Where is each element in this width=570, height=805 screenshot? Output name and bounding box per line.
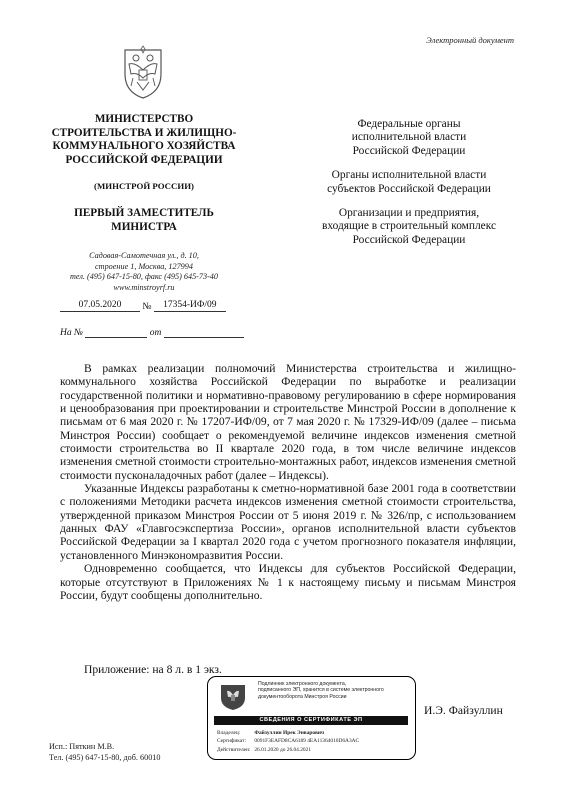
ministry-name bbox=[20, 113, 268, 167]
registration-number-prefix: № bbox=[142, 302, 152, 312]
sender-position bbox=[20, 207, 268, 234]
executor-phone: Тел. (495) 647-15-80, доб. 60010 bbox=[49, 753, 161, 762]
address-line: Садовая-Самотечная ул., д. 10, bbox=[89, 251, 199, 260]
reply-date-blank bbox=[164, 326, 244, 338]
sender-position-line: ПЕРВЫЙ ЗАМЕСТИТЕЛЬ bbox=[74, 207, 214, 219]
executor-name: Исп.: Пяткин М.В. bbox=[49, 742, 115, 751]
ministry-name-line: МИНИСТЕРСТВО bbox=[94, 113, 194, 125]
address-line: www.minstroyrf.ru bbox=[113, 282, 175, 292]
addressee-line: Российской Федерации bbox=[352, 233, 466, 246]
address-line: тел. (495) 647-15-80, факс (495) 645-73-40 bbox=[70, 272, 218, 281]
ministry-name-line: СТРОИТЕЛЬСТВА И ЖИЛИЩНО- bbox=[51, 126, 237, 139]
certificate-band-title: СВЕДЕНИЯ О СЕРТИФИКАТЕ ЭП bbox=[214, 716, 408, 725]
sender-address bbox=[20, 251, 268, 293]
addressees bbox=[296, 118, 522, 258]
owner-label: Владелец: bbox=[217, 730, 241, 736]
signature-caption-line: подписанного ЭП, хранится в системе электронного bbox=[258, 687, 384, 694]
executor-info bbox=[49, 741, 160, 763]
signer-name: И.Э. Файзуллин bbox=[424, 704, 503, 717]
electronic-signature-stamp bbox=[207, 676, 416, 760]
owner-value: Файзуллин Ирек Энварович bbox=[254, 730, 325, 736]
signature-caption-line: документооборота Минстроя России bbox=[258, 693, 347, 700]
certificate-details bbox=[217, 729, 411, 754]
ministry-short-name: (МИНСТРОЙ РОССИИ) bbox=[94, 181, 194, 191]
reply-number-blank bbox=[85, 326, 147, 338]
addressee-line: субъектов Российской Федерации bbox=[327, 182, 491, 195]
registration-date: 07.05.2020 bbox=[60, 300, 140, 312]
cert-label: Сертификат: bbox=[217, 738, 246, 745]
certificate-serial-row bbox=[217, 737, 411, 745]
signature-caption-line: Подлинник электронного документа, bbox=[258, 681, 347, 687]
reply-reference-line bbox=[60, 326, 244, 338]
addressee-line: Российской Федерации bbox=[352, 144, 466, 157]
cert-value: 0091F3EAFD8CA6189 4EA11364010D6A3AC bbox=[254, 738, 360, 745]
attachment-note: Приложение: на 8 л. в 1 экз. bbox=[84, 663, 222, 676]
reply-from-label: от bbox=[149, 328, 162, 338]
addressee-line: Организации и предприятия, bbox=[338, 207, 480, 220]
letter-body bbox=[60, 362, 516, 602]
address-line: строение 1, Москва, 127994 bbox=[95, 261, 193, 271]
addressee-line: Органы исполнительной власти bbox=[331, 169, 487, 182]
sender-position-line: МИНИСТРА bbox=[111, 220, 177, 233]
body-paragraph: Одновременно сообщается, что Индексы для субъектов Российской Федерации, которые отсутствуют в Приложениях № 1 к настоящему письму и письмам Минстроя России, будут сообщены дополнительно. bbox=[60, 562, 516, 602]
reply-on-label: На № bbox=[60, 328, 83, 338]
addressee-line: Федеральные органы bbox=[357, 118, 461, 130]
electronic-document-note: Электронный документ bbox=[426, 35, 514, 45]
valid-label: Действителен: bbox=[217, 746, 251, 753]
addressee-line: исполнительной власти bbox=[351, 131, 467, 144]
body-paragraph: Указанные Индексы разработаны к сметно-нормативной базе 2001 года в соответствии с положениями Методики расчета индексов изменения сметной стоимости строительства, утвержденной приказом Минстроя России от 5 июня 2019 г. № 326/пр, с использованием данных ФАУ «Главгосэкспертиза России», органов исполнительной власти субъектов Российской Федерации за I квартал 2020 года с учетом прогнозного показателя инфляции, установленного Минэкономразвития России. bbox=[60, 482, 516, 562]
registration-line bbox=[60, 300, 226, 312]
addressee-group bbox=[296, 169, 522, 196]
addressee-line: входящие в строительный комплекс bbox=[321, 220, 497, 233]
certificate-validity-row bbox=[217, 746, 411, 754]
coat-of-arms-emblem-icon bbox=[121, 44, 165, 100]
addressee-group bbox=[296, 118, 522, 158]
body-paragraph: В рамках реализации полномочий Министерства строительства и жилищно-коммунального хозяйства Российской Федерации по выработке и реализации государственной политики и нормативно-правовому регулированию в сфере нормирования и ценообразования при проектировании и строительстве Минстрой России в дополнение к письмам от 6 мая 2020 г. № 17207-ИФ/09, от 7 мая 2020 г. № 17329-ИФ/09 (далее – письма Минстроя России) сообщает о рекомендуемой величине индексов изменения сметной стоимости строительства во II квартале 2020 года, в том числе величине индексов изменения сметной стоимости строительно-монтажных работ, индексов изменения сметной стоимости пусконаладочных работ (далее – Индексы). bbox=[60, 362, 516, 482]
ministry-name-line: КОММУНАЛЬНОГО ХОЗЯЙСТВА bbox=[52, 140, 236, 152]
ministry-name-line: РОССИЙСКОЙ ФЕДЕРАЦИИ bbox=[65, 153, 223, 166]
certificate-owner-row bbox=[217, 729, 411, 737]
signature-caption bbox=[258, 681, 408, 700]
registration-number: 17354-ИФ/09 bbox=[154, 300, 226, 312]
valid-value: 26.01.2020 до 26.04.2021 bbox=[254, 746, 312, 753]
emblem-icon bbox=[218, 681, 248, 711]
addressee-group bbox=[296, 207, 522, 247]
